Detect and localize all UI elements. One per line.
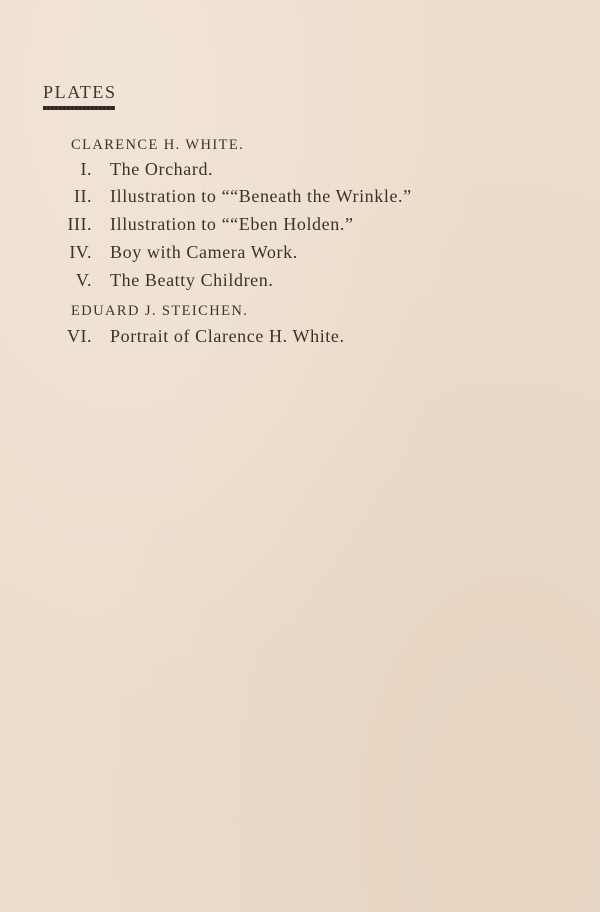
plate-entry xyxy=(0,327,600,351)
plate-numeral: V. xyxy=(75,270,92,290)
plate-title: Portrait of Clarence H. White. xyxy=(110,326,345,346)
section-author-white: CLARENCE H. WHITE. xyxy=(71,137,245,153)
plate-title: The Beatty Children. xyxy=(110,270,274,290)
plate-entry xyxy=(0,271,600,295)
plate-title: Illustration to ““Beneath the Wrinkle.” xyxy=(110,186,412,206)
plate-title: Illustration to ““Eben Holden.” xyxy=(110,214,354,234)
plate-entry xyxy=(0,215,600,239)
plate-entry xyxy=(0,243,600,267)
plate-entry xyxy=(0,160,600,184)
plate-numeral: VI. xyxy=(67,326,92,346)
heading-underline xyxy=(43,106,115,110)
plate-numeral: IV. xyxy=(69,242,92,262)
plate-title: The Orchard. xyxy=(110,159,214,179)
section-author-steichen: EDUARD J. STEICHEN. xyxy=(71,303,249,319)
plate-title: Boy with Camera Work. xyxy=(110,242,298,262)
plate-numeral: II. xyxy=(74,186,92,206)
plate-numeral: III. xyxy=(67,214,92,234)
plate-entry xyxy=(0,187,600,211)
page-heading: PLATES xyxy=(43,82,117,102)
plate-numeral: I. xyxy=(80,159,92,179)
